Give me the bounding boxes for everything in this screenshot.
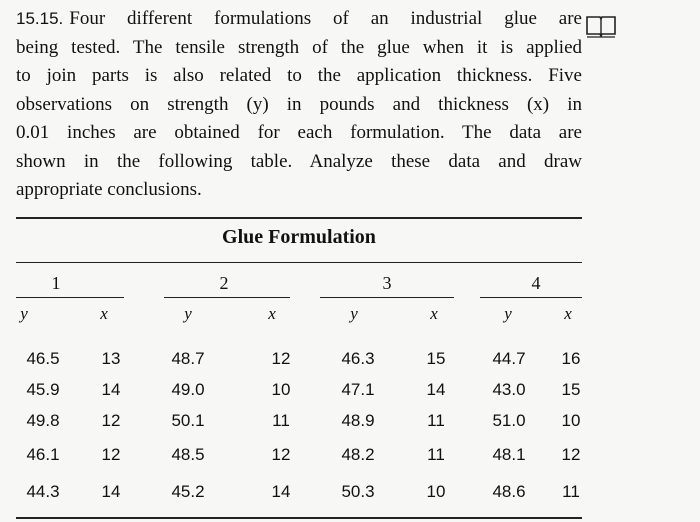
book-icon [585,14,617,38]
table-cell: 15 [561,380,581,399]
table-cell: 44.7 [492,349,526,368]
formulation-rule [480,297,582,298]
problem-text-line: 0.01 inches are obtained for each formulation. The data are [16,122,582,143]
table-cell: 11 [562,482,580,501]
table-caption: Glue Formulation [222,226,376,248]
table-cell: 15 [426,349,446,368]
problem-text-line: to join parts is also related to the application thickness. Five [16,65,582,86]
formulation-header: 1 [51,273,61,293]
table-cell: 47.1 [341,380,375,399]
table-cell: 12 [101,445,121,464]
problem-text-line: shown in the following table. Analyze these data and draw [16,150,582,172]
table-cell: 11 [427,411,445,430]
problem-text-line: appropriate conclusions. [16,179,202,200]
formulation-header: 3 [382,273,392,293]
table-cell: 10 [561,411,581,430]
table-cell: 48.6 [492,482,526,501]
problem-text-line: observations on strength (y) in pounds and thickness (x) in [16,93,582,115]
table-cell: 10 [426,482,446,501]
table-bottom-rule [16,517,582,519]
formulation-rule [164,297,290,298]
table-top-rule [16,217,582,219]
table-cell: 13 [101,349,121,368]
table-cell: 48.2 [341,445,375,464]
table-cell: 14 [426,380,446,399]
table-cell: 16 [561,349,581,368]
table-cell: 48.5 [171,445,205,464]
column-header: y [350,304,358,323]
table-cell: 11 [427,445,445,464]
table-cell: 45.9 [26,380,60,399]
table-cell: 49.0 [171,380,205,399]
table-cell: 46.1 [26,445,60,464]
table-cell: 14 [101,482,121,501]
table-cell: 10 [271,380,291,399]
table-cell: 48.1 [492,445,526,464]
table-cell: 14 [271,482,291,501]
table-cell: 12 [101,411,121,430]
table-cell: 50.1 [171,411,205,430]
table-cell: 46.5 [26,349,60,368]
column-header: x [268,304,276,323]
column-header: x [430,304,438,323]
problem-text-line: being tested. The tensile strength of the glue when it is applied [16,36,582,58]
table-cell: 48.7 [171,349,205,368]
table-cell: 51.0 [492,411,526,430]
formulation-header: 2 [219,273,229,293]
table-cell: 44.3 [26,482,60,501]
table-cell: 12 [271,445,291,464]
column-header: y [184,304,192,323]
problem-line-1 [16,5,582,34]
table-cell: 46.3 [341,349,375,368]
table-cell: 11 [272,411,290,430]
table-cell: 43.0 [492,380,526,399]
formulation-header: 4 [531,273,541,293]
table-cell: 12 [271,349,291,368]
problem-statement [16,5,582,205]
table-cell: 50.3 [341,482,375,501]
column-header: x [100,304,108,323]
formulation-rule [320,297,454,298]
table-cell: 45.2 [171,482,205,501]
table-cell: 12 [561,445,581,464]
table-cell: 14 [101,380,121,399]
table-cell: 48.9 [341,411,375,430]
column-header: x [564,304,572,323]
formulation-rule [16,297,124,298]
column-header: y [20,304,28,323]
problem-text-line: Four different formulations of an industrial glue are [69,8,582,29]
column-header: y [504,304,512,323]
problem-number: 15.15. [16,9,64,28]
table-cell: 49.8 [26,411,60,430]
caption-rule [16,262,582,263]
